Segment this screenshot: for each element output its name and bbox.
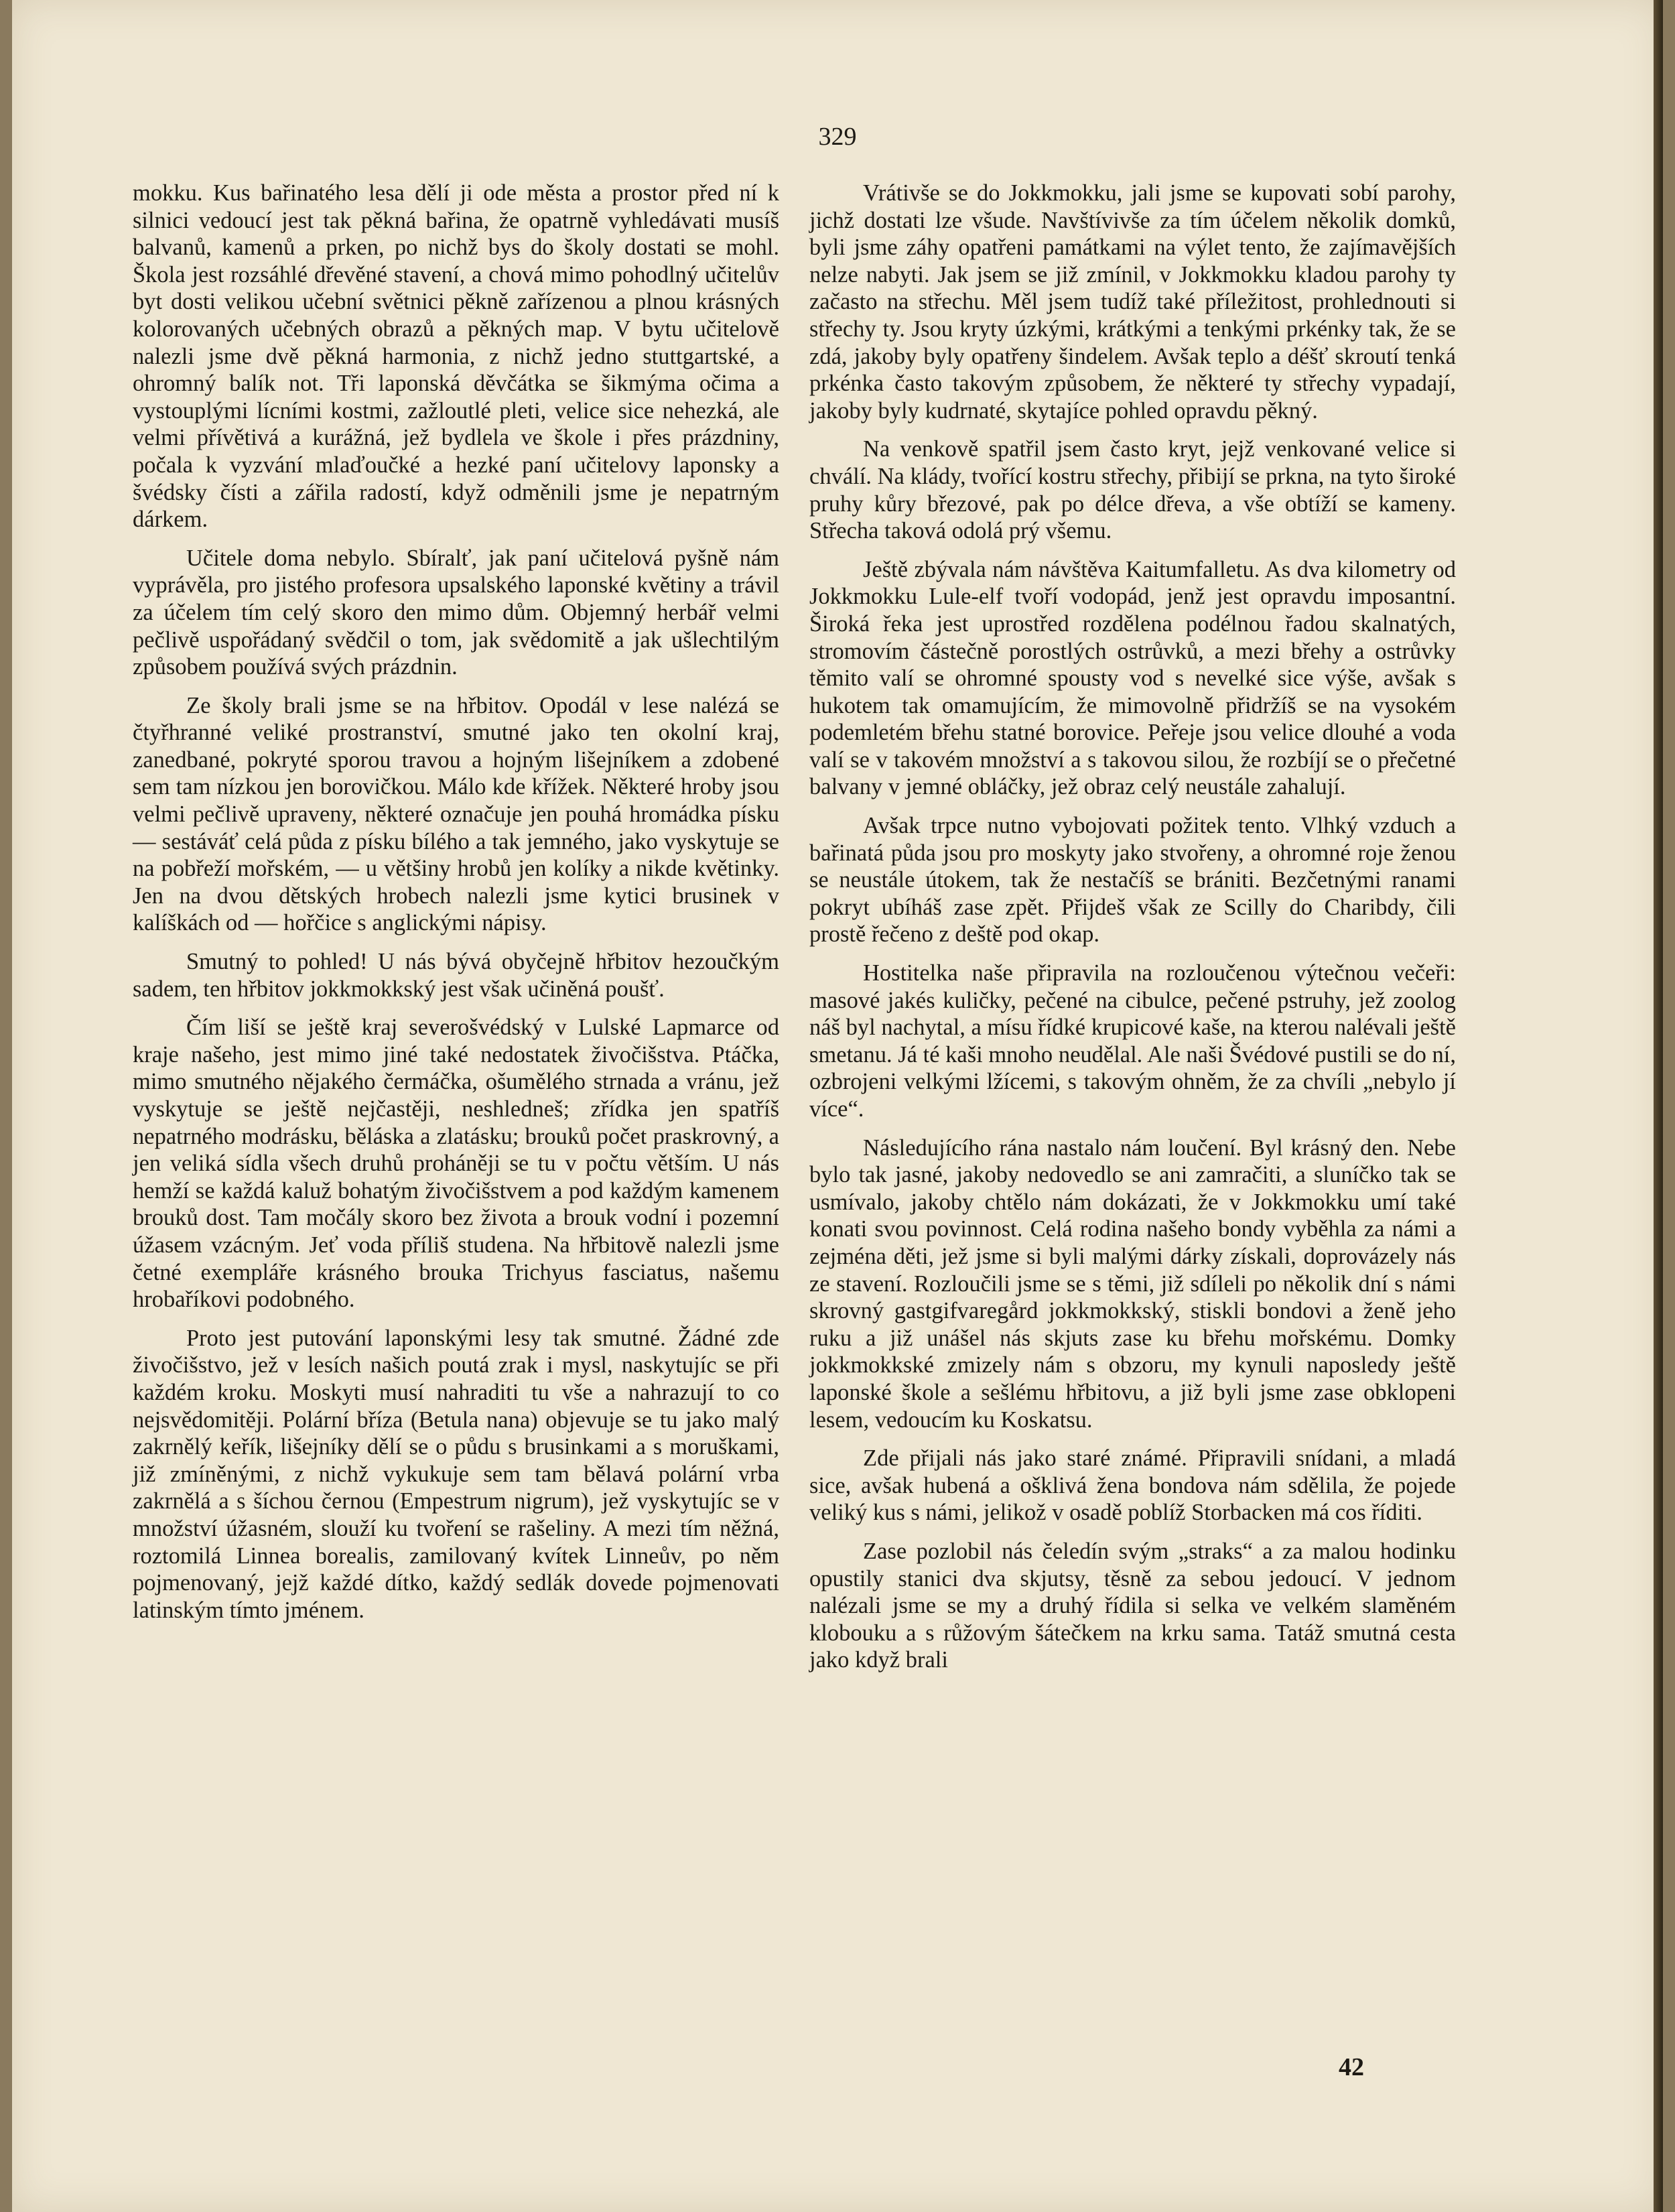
paragraph: Smutný to pohled! U nás bývá obyčejně hřbitov hezoučkým sadem, ten hřbitov jokkmokkský jest však učiněná poušť.	[133, 949, 779, 1002]
paragraph: Zase pozlobil nás čeledín svým „straks“ a za malou hodinku opustily stanici dva skjutsy, těsně za sebou jedoucí. V jednom nalézali jsme se my a druhý řídila si selka ve velkém slaměném klobouku a s růžovým šátečkem na krku sama. Tatáž smutná cesta jako když brali	[809, 1538, 1456, 1673]
paragraph: Na venkově spatřil jsem často kryt, jejž venkované velice si chválí. Na klády, tvořící kostru střechy, přibijí se prkna, na tyto široké pruhy kůry březové, pak po délce dřeva, a vše obtíží se kameny. Střecha taková odolá prý všemu.	[809, 436, 1456, 544]
paragraph: Avšak trpce nutno vybojovati požitek tento. Vlhký vzduch a bařinatá půda jsou pro moskyty jako stvořeny, a ohromné roje ženou se neustále útokem, tak že nestačíš se brániti. Bezčetnými ranami pokryt ubíháš zase zpět. Přijdeš však ze Scilly do Charibdy, čili prostě řečeno z deště pod okap.	[809, 813, 1456, 948]
left-column	[133, 180, 779, 1635]
paragraph: Hostitelka naše připravila na rozloučenou výtečnou večeři: masové jakés kuličky, pečené na cibulce, pečené pstruhy, jež zoolog náš byl nachytal, a mísu řídké krupicové kaše, na kterou nalévali ještě smetanu. Já té kaši mnoho neudělal. Ale naši Švédové pustili se do ní, ozbrojeni velkými lžícemi, s takovým ohněm, že za chvíli „nebylo jí více“.	[809, 960, 1456, 1122]
book-page	[12, 0, 1663, 2212]
sheet-signature-number: 42	[1339, 2053, 1364, 2081]
paragraph: Zde přijali nás jako staré známé. Připravili snídani, a mladá sice, avšak hubená a ošklivá žena bondova nám sdělila, že pojede veliký kus s námi, jelikož v osadě poblíž Storbacken má cos říditi.	[809, 1445, 1456, 1526]
paragraph: Učitele doma nebylo. Sbíralť, jak paní učitelová pyšně nám vyprávěla, pro jistého profesora upsalského laponské květiny a trávil za účelem tím celý skoro den mimo dům. Objemný herbář velmi pečlivě uspořádaný svědčil o tom, jak svědomitě a jak ušlechtilým způsobem používá svých prázdnin.	[133, 545, 779, 680]
page-number: 329	[818, 123, 857, 151]
paragraph: Následujícího rána nastalo nám loučení. Byl krásný den. Nebe bylo tak jasné, jakoby nedovedlo se ani zamračiti, a sluníčko tak se usmívalo, jakoby chtělo nám dokázati, že v Jokkmokku umí také konati svou povinnost. Celá rodina našeho bondy vyběhla za námi a zejména děti, jež jsme si byli malými dárky získali, doprovázely nás ze stavení. Rozloučili jsme se s těmi, již sdíleli po několik dní s námi skrovný gastgifvaregård jokkmokkský, stiskli bondovi a ženě jeho ruku a již unášel nás skjuts zase ku břehu mořskému. Domky jokkmokkské zmizely nám s obzoru, my kynuli naposledy ještě laponské škole a sešlému hřbitovu, a již byli jsme zase obklopeni lesem, vedoucím ku Koskatsu.	[809, 1134, 1456, 1433]
paragraph: Proto jest putování laponskými lesy tak smutné. Žádné zde živočišstvo, jež v lesích našich poutá zrak i mysl, naskytujíc se při každém kroku. Moskyti musí nahraditi tu vše a nahrazují to co nejsvědomitěji. Polární bříza (Betula nana) objevuje se tu jako malý zakrnělý keřík, lišejníky dělí se o půdu s brusinkami a s moruškami, již zmíněnými, z nichž vykukuje sem tam bělavá polární vrba zakrnělá a s šíchou černou (Empestrum nigrum), jež vyskytujíc se v množství úžasném, slouží ku tvoření se rašeliny. A mezi tím něžná, roztomilá Linnea borealis, zamilovaný kvítek Linneův, po něm pojmenovaný, jejž každé dítko, každý sedlák dovede pojmenovati latinským tímto jménem.	[133, 1325, 779, 1623]
right-column	[809, 180, 1456, 1685]
paragraph: mokku. Kus bařinatého lesa dělí ji ode města a prostor před ní k silnici vedoucí jest tak pěkná bařina, že opatrně vyhledávati musíš balvanů, kamenů a prken, po nichž bys do školy dostati se mohl. Škola jest rozsáhlé dřevěné stavení, a chová mimo pohodlný učitelův byt dosti velikou učební světnici pěkně zařízenou a plnou krásných kolorovaných učebných obrazů a pěkných map. V bytu učitelově nalezli jsme dvě pěkná harmonia, z nichž jedno stuttgartské, a ohromný balík not. Tři laponská děvčátka se šikmýma očima a vystouplými lícními kostmi, zažloutlé pleti, velice sice nehezká, ale velmi přívětivá a kurážná, jež bydlela ve škole i přes prázdniny, počala k vyzvání mlaďoučké a hezké paní učitelovy laponsky a švédsky čísti a zářila radostí, když odměnili jsme je nepatrným dárkem.	[133, 180, 779, 533]
paragraph: Ze školy brali jsme se na hřbitov. Opodál v lese nalézá se čtyřhranné veliké prostranství, smutné jako ten okolní kraj, zanedbané, pokryté sporou travou a hojným lišejníkem a zdobené sem tam nízkou jen borovičkou. Málo kde křížek. Některé hroby jsou velmi pečlivě upraveny, některé označuje jen pouhá hromádka písku — sestáváť celá půda z písku bílého a tak jemného, jako vyskytuje se na pobřeží mořském, — u většiny hrobů jen kolíky a nikde květinky. Jen na dvou dětských hrobech nalezli jsme kytici brusinek v kalíškách od — hořčice s anglickými nápisy.	[133, 692, 779, 936]
paragraph: Čím liší se ještě kraj severošvédský v Lulské Lapmarce od kraje našeho, jest mimo jiné také nedostatek živočišstva. Ptáčka, mimo smutného nějakého čermáčka, ošumělého strnada a vránu, jež vyskytuje se ještě nejčastěji, neshledneš; zřídka jen spatříš nepatrného modrásku, běláska a zlatásku; brouků počet praskrovný, a jen veliká sídla všech druhů proháněji se tu v počtu větším. U nás hemží se každá kaluž bohatým živočišstvem a pod každým kamenem brouků dost. Tam močály skoro bez života a brouk vodní i pozemní úžasem vzácným. Jeť voda příliš studena. Na hřbitově nalezli jsme četné exempláře krásného brouka Trichyus fasciatus, našemu hrobaříkovi podobného.	[133, 1015, 779, 1313]
paragraph: Ještě zbývala nám návštěva Kaitumfalletu. As dva kilometry od Jokkmokku Lule-elf tvoří vodopád, jenž jest opravdu imposantní. Široká řeka jest uprostřed rozdělena podélnou řadou skalnatých, stromovím částečně porostlých ostrůvků, a mezi břehy a ostrůvky těmito valí se ohromné spousty vod s nevelké sice výše, avšak s hukotem tak omamujícím, že mimovolně přidržíš se na vysokém podemletém břehu statné borovice. Peřeje jsou velice dlouhé a voda valí se v takovém množství a s takovou silou, že rozbíjí se o přečetné balvany v jemné obláčky, jež obraz celý neustále zahalují.	[809, 556, 1456, 800]
paragraph: Vrátivše se do Jokkmokku, jali jsme se kupovati sobí parohy, jichž dostati lze všude. Navštívivše za tím účelem několik domků, byli jsme záhy opatřeni památkami na výlet tento, že zajímavějších nelze nabyti. Jak jsem se již zmínil, v Jokkmokku kladou parohy ty začasto na střechu. Měl jsem tudíž také příležitost, prohlednouti si střechy ty. Jsou kryty úzkými, krátkými a tenkými prkénky tak, že se zdá, jakoby byly opatřeny šindelem. Avšak teplo a déšť skroutí tenká prkénka často takovým způsobem, že některé ty střechy vypadají, jakoby byly kudrnaté, skytajíce pohled opravdu pěkný.	[809, 180, 1456, 424]
page-edge-shadow	[1654, 0, 1663, 2212]
